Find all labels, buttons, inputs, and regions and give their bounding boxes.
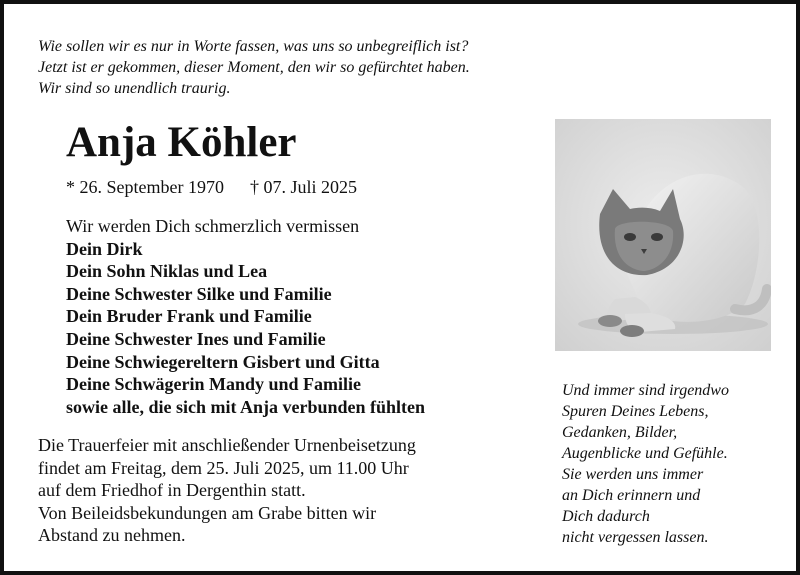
mourner-line: Dein Dirk: [66, 238, 143, 259]
verse-line: Spuren Deines Lebens,: [562, 403, 709, 420]
poem-line: Wir sind so unendlich traurig.: [38, 80, 231, 97]
poem-line: Jetzt ist er gekommen, dieser Moment, den wir so gefürchtet haben.: [38, 59, 470, 76]
cat-photo: [555, 119, 771, 351]
deceased-name: Anja Köhler: [66, 119, 297, 166]
verse-line: Sie werden uns immer: [562, 466, 704, 483]
funeral-service-info: [38, 434, 416, 547]
service-line: Abstand zu nehmen.: [38, 525, 186, 546]
verse-line: Gedanken, Bilder,: [562, 424, 678, 441]
verse-line: Dich dadurch: [562, 508, 650, 525]
mourner-line: Deine Schwester Silke und Familie: [66, 283, 332, 304]
service-line: Von Beileidsbekundungen am Grabe bitten wir: [38, 502, 377, 523]
verse-line: Augenblicke und Gefühle.: [562, 445, 728, 462]
mourner-line: Dein Bruder Frank und Familie: [66, 306, 312, 327]
service-line: auf dem Friedhof in Dergenthin statt.: [38, 480, 306, 501]
service-line: findet am Freitag, dem 25. Juli 2025, um 11.00 Uhr: [38, 457, 409, 478]
opening-poem: [38, 36, 470, 99]
mourner-line: Deine Schwägerin Mandy und Familie: [66, 374, 362, 395]
mourner-line: Dein Sohn Niklas und Lea: [66, 261, 268, 282]
verse-line: Und immer sind irgendwo: [562, 382, 729, 399]
mourner-line: sowie alle, die sich mit Anja verbunden fühlten: [66, 396, 426, 417]
mourner-line: Deine Schwiegereltern Gisbert und Gitta: [66, 351, 380, 372]
life-dates: [66, 176, 357, 198]
cat-photo-image: [555, 119, 771, 351]
birth-date: * 26. September 1970: [66, 177, 224, 197]
poem-line: Wie sollen wir es nur in Worte fassen, was uns so unbegreiflich ist?: [38, 38, 469, 55]
verse-line: nicht vergessen lassen.: [562, 529, 709, 546]
mourner-line: Deine Schwester Ines und Familie: [66, 328, 326, 349]
mourners-intro: Wir werden Dich schmerzlich vermissen: [66, 216, 360, 236]
service-line: Die Trauerfeier mit anschließender Urnenbeisetzung: [38, 435, 416, 455]
death-date: † 07. Juli 2025: [249, 177, 357, 197]
verse-line: an Dich erinnern und: [562, 487, 701, 504]
closing-verse: [562, 380, 729, 548]
mourners-list: [66, 215, 425, 418]
